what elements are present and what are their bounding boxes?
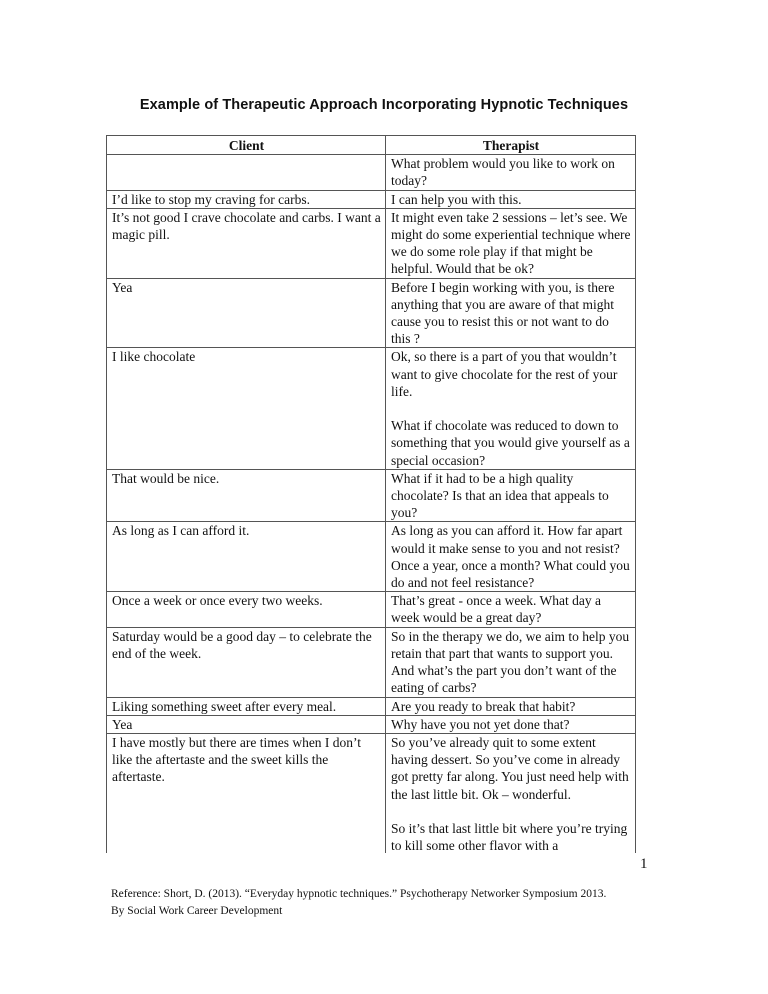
therapist-cell: So in the therapy we do, we aim to help you retain that part that wants to support you. And what’s the part you don’t want of the eating of carbs?	[386, 627, 636, 697]
client-cell: Once a week or once every two weeks.	[107, 592, 386, 627]
table-viewport	[106, 135, 636, 853]
therapist-cell: That’s great - once a week. What day a week would be a great day?	[386, 592, 636, 627]
footer-reference: Reference: Short, D. (2013). “Everyday hypnotic techniques.” Psychotherapy Networker Symposium 2013.	[111, 888, 607, 900]
table-row	[107, 155, 636, 190]
therapist-cell: So you’ve already quit to some extent having dessert. So you’ve come in already got pretty far along. You just need help with the last little bit. Ok – wonderful. So it’s that last little bit where you’re trying to kill some other flavor with a	[386, 733, 636, 853]
table-row	[107, 469, 636, 522]
table-row	[107, 627, 636, 697]
client-cell: That would be nice.	[107, 469, 386, 522]
therapist-cell: As long as you can afford it. How far apart would it make sense to you and not resist? Once a year, once a month? What could you do and not feel resistance?	[386, 522, 636, 592]
table-row	[107, 190, 636, 208]
table-row	[107, 278, 636, 348]
client-cell: I’d like to stop my craving for carbs.	[107, 190, 386, 208]
therapist-cell: Ok, so there is a part of you that wouldn’t want to give chocolate for the rest of your life. What if chocolate was reduced to down to something that you would give yourself as a special occasion?	[386, 348, 636, 469]
page-number: 1	[640, 856, 648, 872]
therapist-cell: Why have you not yet done that?	[386, 715, 636, 733]
therapist-cell: It might even take 2 sessions – let’s see. We might do some experiential technique where we do some role play if that might be helpful. Would that be ok?	[386, 208, 636, 278]
therapist-cell: What if it had to be a high quality chocolate? Is that an idea that appeals to you?	[386, 469, 636, 522]
client-cell: I like chocolate	[107, 348, 386, 469]
footer	[111, 886, 606, 920]
client-cell: As long as I can afford it.	[107, 522, 386, 592]
table-row	[107, 733, 636, 853]
table-row	[107, 592, 636, 627]
therapist-cell: I can help you with this.	[386, 190, 636, 208]
client-cell: I have mostly but there are times when I don’t like the aftertaste and the sweet kills the aftertaste.	[107, 733, 386, 853]
table-row	[107, 208, 636, 278]
therapist-cell: What problem would you like to work on today?	[386, 155, 636, 190]
page-title: Example of Therapeutic Approach Incorporating Hypnotic Techniques	[139, 97, 629, 113]
dialogue-table	[106, 135, 636, 853]
client-column-header: Client	[107, 136, 386, 155]
client-cell: It’s not good I crave chocolate and carbs. I want a magic pill.	[107, 208, 386, 278]
therapist-column-header: Therapist	[386, 136, 636, 155]
footer-credit: By Social Work Career Development	[111, 905, 283, 917]
table-row	[107, 522, 636, 592]
table-row	[107, 697, 636, 715]
client-cell: Yea	[107, 278, 386, 348]
client-cell: Liking something sweet after every meal.	[107, 697, 386, 715]
client-cell	[107, 155, 386, 190]
client-cell: Yea	[107, 715, 386, 733]
client-cell: Saturday would be a good day – to celebrate the end of the week.	[107, 627, 386, 697]
table-row	[107, 348, 636, 469]
table-row	[107, 715, 636, 733]
table-header-row	[107, 136, 636, 155]
therapist-cell: Are you ready to break that habit?	[386, 697, 636, 715]
therapist-cell: Before I begin working with you, is there anything that you are aware of that might cause you to resist this or not want to do this ?	[386, 278, 636, 348]
